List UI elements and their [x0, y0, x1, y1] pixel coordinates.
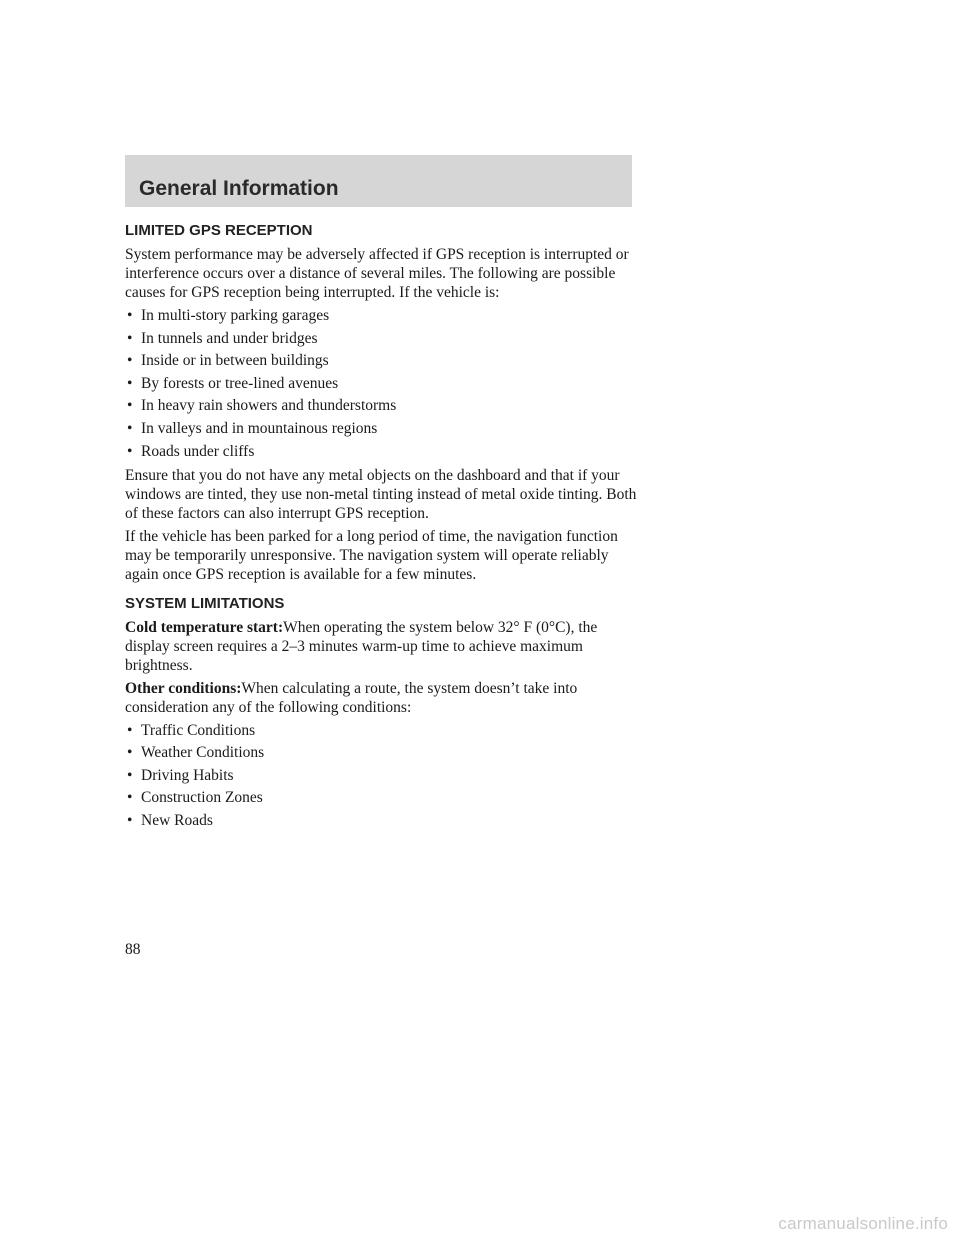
- list-item: • By forests or tree-lined avenues: [127, 374, 339, 392]
- bullet-icon: •: [127, 811, 133, 829]
- bullet-icon: •: [127, 766, 133, 784]
- list-item: • Weather Conditions: [127, 744, 265, 762]
- page-content: [125, 221, 645, 835]
- other-conditions-label: Other conditions:: [125, 679, 242, 697]
- watermark-text: carmanualsonline.info: [778, 1214, 948, 1233]
- cold-start-text: When operating the system below 32° F (0°C), the display screen requires a 2–3 minutes warm-up time to achieve maximum brightness.: [125, 618, 598, 674]
- gps-section-heading: LIMITED GPS RECEPTION: [125, 222, 313, 239]
- bullet-icon: •: [127, 721, 133, 739]
- list-item: • In heavy rain showers and thunderstorms: [127, 397, 397, 415]
- list-item: • Roads under cliffs: [127, 442, 255, 460]
- list-item: • Inside or in between buildings: [127, 352, 329, 370]
- bullet-icon: •: [127, 744, 133, 762]
- metal-objects-paragraph: Ensure that you do not have any metal objects on the dashboard and that if your windows are tinted, they use non-metal tinting instead of metal oxide tinting. Both of these factors can also interrupt GPS reception.: [125, 466, 637, 522]
- parked-vehicle-paragraph: If the vehicle has been parked for a long period of time, the navigation function may be temporarily unresponsive. The navigation system will operate reliably again once GPS reception is available for a few minutes.: [125, 527, 618, 583]
- gps-intro-paragraph: System performance may be adversely affected if GPS reception is interrupted or interference occurs over a distance of several miles. The following are possible causes for GPS reception being interrupted. If the vehicle is:: [125, 246, 629, 301]
- list-item: • New Roads: [127, 811, 213, 829]
- bullet-icon: •: [127, 329, 133, 347]
- gps-causes-list: [125, 306, 645, 461]
- limitations-section-heading: SYSTEM LIMITATIONS: [125, 594, 285, 612]
- bullet-icon: •: [127, 352, 133, 370]
- page-number: 88: [125, 941, 141, 958]
- section-header-title: General Information: [139, 177, 339, 200]
- section-header-band: [125, 155, 632, 207]
- cold-start-paragraph: [125, 618, 645, 675]
- list-item: • In tunnels and under bridges: [127, 329, 318, 347]
- bullet-icon: •: [127, 374, 133, 392]
- bullet-icon: •: [127, 307, 133, 324]
- other-conditions-text: When calculating a route, the system doesn’t take into consideration any of the following conditions:: [125, 679, 578, 716]
- bullet-icon: •: [127, 397, 133, 415]
- list-item: • In multi-story parking garages: [127, 307, 330, 324]
- ignored-conditions-list: [125, 721, 645, 830]
- bullet-icon: •: [127, 419, 133, 437]
- list-item: • Traffic Conditions: [127, 721, 256, 739]
- bullet-icon: •: [127, 789, 133, 807]
- cold-start-label: Cold temperature start:: [125, 618, 284, 636]
- bullet-icon: •: [127, 442, 133, 460]
- list-item: • Driving Habits: [127, 766, 234, 784]
- list-item: • Construction Zones: [127, 789, 263, 807]
- list-item: • In valleys and in mountainous regions: [127, 419, 378, 437]
- other-conditions-paragraph: [125, 679, 645, 717]
